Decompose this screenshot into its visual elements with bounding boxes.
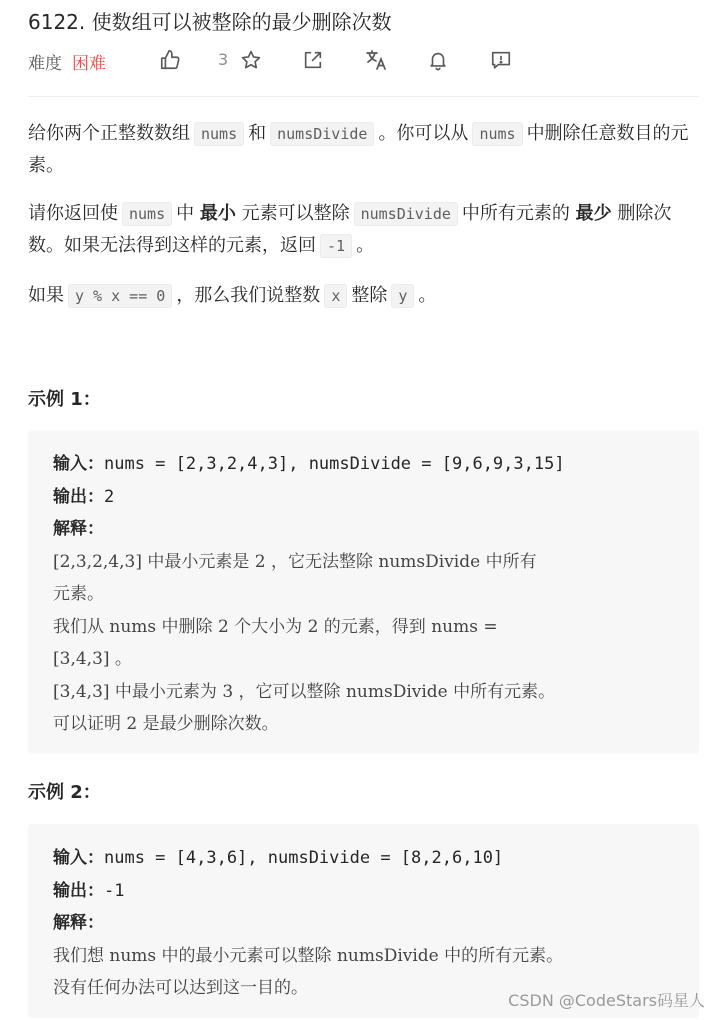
inline-code: nums <box>122 202 172 226</box>
difficulty-badge: 困难 <box>72 53 106 74</box>
inline-code: numsDivide <box>270 122 374 146</box>
example-explanation-line: [2,3,2,4,3] 中最小元素是 2 ，它无法整除 numsDivide 中所有 <box>53 551 537 572</box>
example-explanation-line: 可以证明 2 是最少删除次数。 <box>53 714 279 734</box>
example-output-line: 输出：2 <box>53 486 115 507</box>
description-paragraph-2: 请你返回使 nums 中 最小 元素可以整除 numsDivide 中所有元素的 最少 删除次数。如果无法得到这样的元素，返回 -1 。 <box>28 203 672 256</box>
description-paragraph-3: 如果 y % x == 0 ，那么我们说整数 x 整除 y 。 <box>28 285 437 306</box>
bold-text: 最小 <box>199 203 236 224</box>
bell-icon[interactable] <box>426 48 450 72</box>
description-paragraph-1: 给你两个正整数数组 nums 和 numsDivide 。你可以从 nums 中删除任意数目的元素。 <box>28 123 689 176</box>
thumbs-up-icon[interactable] <box>158 48 182 72</box>
translate-icon[interactable] <box>364 48 388 72</box>
example-explanation-label: 解释： <box>53 913 104 933</box>
inline-code: y % x == 0 <box>68 284 172 308</box>
inline-code: -1 <box>320 234 352 258</box>
inline-code: nums <box>472 122 522 146</box>
example-explanation-label: 解释： <box>53 519 104 539</box>
inline-code: y <box>391 284 414 308</box>
example-1-codeblock <box>28 430 699 754</box>
inline-code: x <box>324 284 347 308</box>
bold-text: 最少 <box>575 203 612 224</box>
example-explanation-line: 元素。 <box>53 584 104 604</box>
share-icon[interactable] <box>301 48 325 72</box>
inline-code: nums <box>194 122 244 146</box>
example-explanation-line: 没有任何办法可以达到这一目的。 <box>53 978 308 998</box>
example-explanation-line: 我们从 nums 中删除 2 个大小为 2 的元素，得到 nums = <box>53 616 498 637</box>
example-explanation-line: [3,4,3] 。 <box>53 649 132 669</box>
problem-title: 6122. 使数组可以被整除的最少删除次数 <box>28 10 392 34</box>
inline-code: numsDivide <box>354 202 458 226</box>
star-icon[interactable] <box>239 48 263 72</box>
like-count: 3 <box>218 50 229 69</box>
problem-toolbar <box>28 46 229 76</box>
example-1-title: 示例 1： <box>28 389 101 410</box>
example-2-title: 示例 2： <box>28 782 101 803</box>
example-input-line: 输入：nums = [4,3,6], numsDivide = [8,2,6,10] <box>53 848 504 868</box>
feedback-icon[interactable] <box>489 48 513 72</box>
difficulty-label: 难度 <box>28 53 62 74</box>
header-divider <box>28 96 699 97</box>
example-explanation-line: 我们想 nums 中的最小元素可以整除 numsDivide 中的所有元素。 <box>53 945 564 966</box>
csdn-watermark: CSDN @CodeStars码星人 <box>508 991 705 1010</box>
example-explanation-line: [3,4,3] 中最小元素为 3 ，它可以整除 numsDivide 中所有元素。 <box>53 681 556 702</box>
example-input-line: 输入：nums = [2,3,2,4,3], numsDivide = [9,6,9,3,15] <box>53 454 565 474</box>
example-output-line: 输出：-1 <box>53 880 125 901</box>
